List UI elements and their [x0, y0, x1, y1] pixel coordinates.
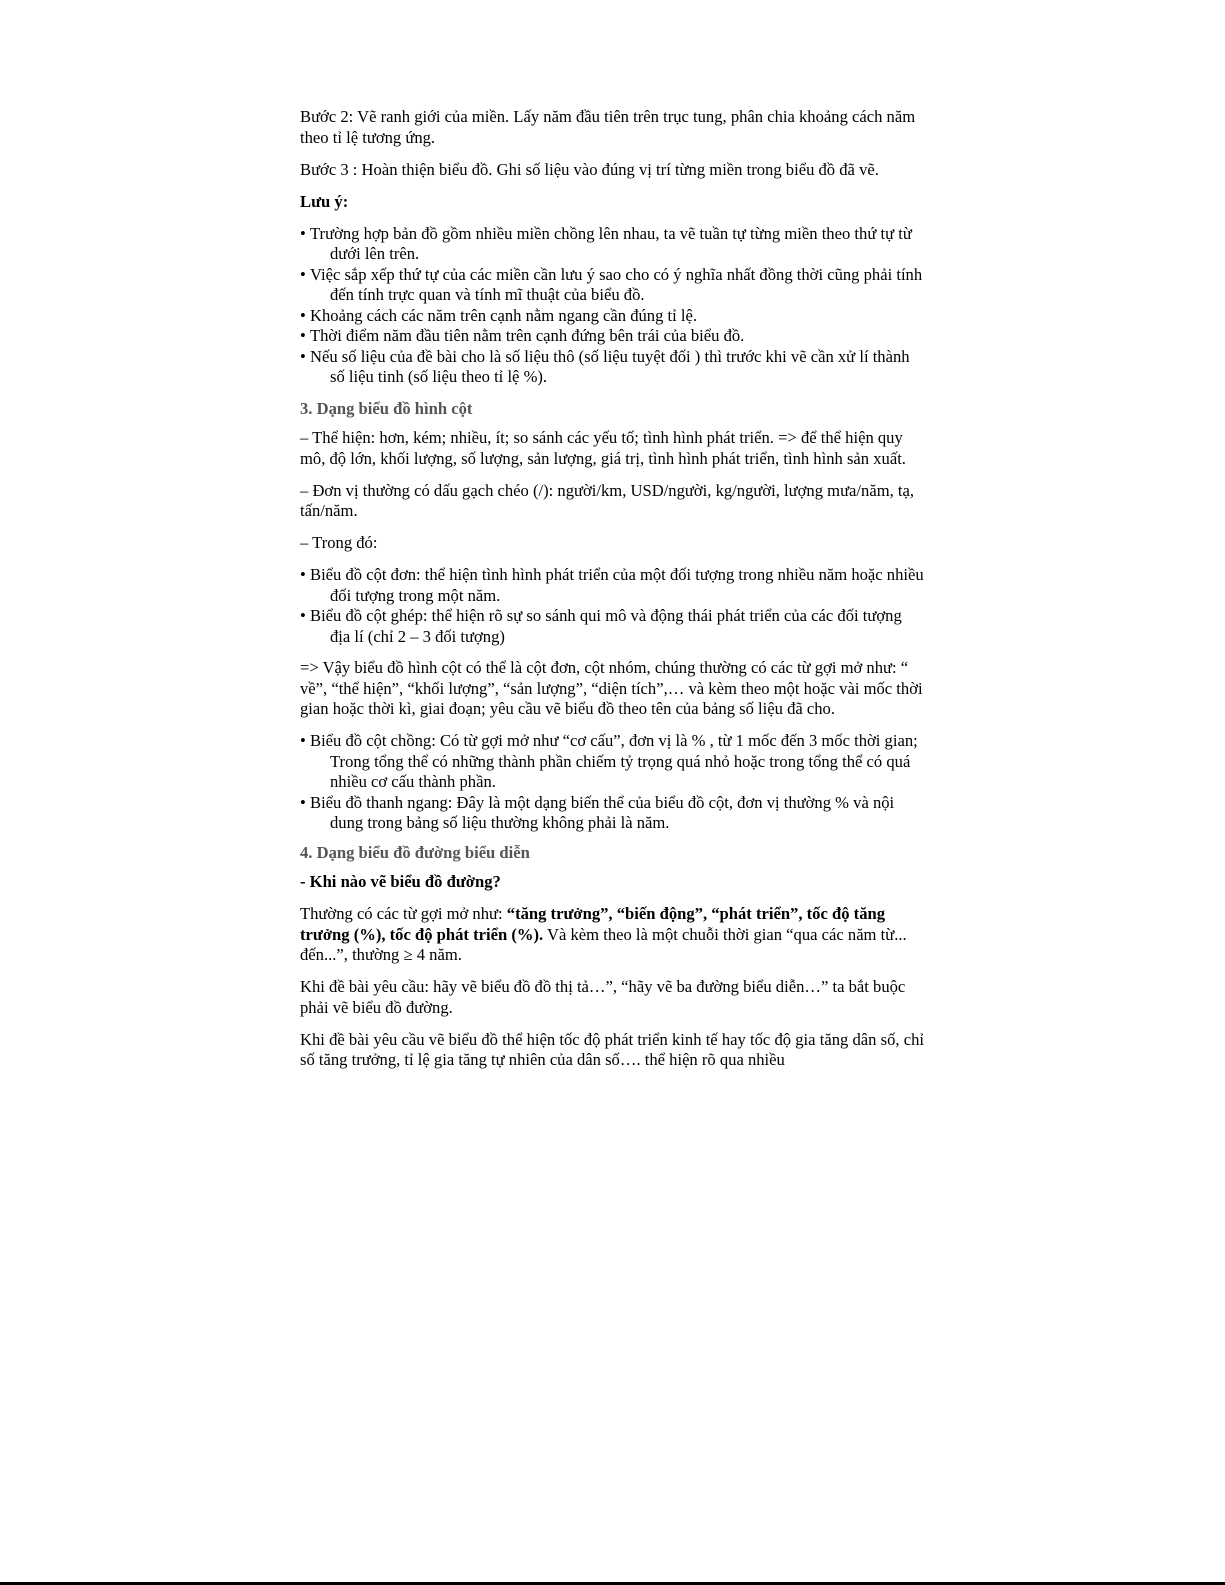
list-item: • Biểu đồ thanh ngang: Đây là một dạng biến thể của biểu đồ cột, đơn vị thường % và nội dung trong bảng số liệu thường không phải là năm.: [300, 792, 895, 832]
section-4-paragraph-2: Khi đề bài yêu cầu: hãy vẽ biểu đồ đồ thị tả…”, “hãy vẽ ba đường biểu diễn…” ta bắt buộc phải vẽ biểu đồ đường.: [300, 977, 906, 1017]
section-4-heading: 4. Dạng biểu đồ đường biểu diễn: [300, 842, 530, 862]
list-item: • Trường hợp bản đồ gồm nhiều miền chồng lên nhau, ta vẽ tuần tự từng miền theo thứ tự từ dưới lên trên.: [300, 223, 912, 263]
section-4-paragraph-3: Khi đề bài yêu cầu vẽ biểu đồ thể hiện tốc độ phát triển kinh tế hay tốc độ gia tăng dân số, chỉ số tăng trưởng, tỉ lệ gia tăng tự nhiên của dân số…. thể hiện rõ qua nhiều: [300, 1029, 924, 1069]
list-item: • Biểu đồ cột ghép: thể hiện rõ sự so sánh qui mô và động thái phát triển của các đối tượng địa lí (chỉ 2 – 3 đối tượng): [300, 606, 902, 646]
list-item: • Việc sắp xếp thứ tự của các miền cần lưu ý sao cho có ý nghĩa nhất đồng thời cũng phải tính đến tính trực quan và tính mĩ thuật của biểu đồ.: [300, 264, 923, 304]
section-3-paragraph: – Thể hiện: hơn, kém; nhiều, ít; so sánh các yếu tố; tình hình phát triển. => để thể hiện quy mô, độ lớn, khối lượng, số lượng, sản lượng, giá trị, tình hình phát triển, tình hình sản xuất.: [300, 428, 906, 468]
list-item: • Biểu đồ cột chồng: Có từ gợi mở như “cơ cấu”, đơn vị là % , từ 1 mốc đến 3 mốc thời gian; Trong tổng thể có những thành phần chiếm tỷ trọng quá nhỏ hoặc trong tổng thể có quá nhiều cơ cấu thành phần.: [300, 731, 918, 791]
notes-list: [300, 224, 924, 388]
list-item: • Nếu số liệu của đề bài cho là số liệu thô (số liệu tuyệt đối ) thì trước khi vẽ cần xử lí thành số liệu tinh (số liệu theo tỉ lệ %).: [300, 346, 910, 386]
document-page: [300, 107, 924, 1082]
section-4-keywords-paragraph: Thường có các từ gợi mở như: “tăng trưởng”, “biến động”, “phát triển”, tốc độ tăng trưởng (%), tốc độ phát triển (%). Và kèm theo là một chuỗi thời gian “qua các năm từ... đến...”, thường ≥ 4 năm.: [300, 904, 907, 964]
section-3-heading: 3. Dạng biểu đồ hình cột: [300, 398, 473, 418]
stacked-chart-types-list: [300, 731, 924, 834]
section-4-subheading: - Khi nào vẽ biểu đồ đường?: [300, 872, 501, 891]
list-item: • Khoảng cách các năm trên cạnh nằm ngang cần đúng tỉ lệ.: [300, 305, 698, 325]
section-3-conclusion: => Vậy biểu đồ hình cột có thể là cột đơn, cột nhóm, chúng thường có các từ gợi mở như: “ về”, “thể hiện”, “khối lượng”, “sản lượng”, “diện tích”,… và kèm theo một hoặc vài mốc thời gian hoặc thời kì, giai đoạn; yêu cầu vẽ biểu đồ theo tên của bảng số liệu đã cho.: [300, 658, 923, 718]
note-title: Lưu ý:: [300, 191, 349, 211]
list-item: • Thời điểm năm đầu tiên nằm trên cạnh đứng bên trái của biểu đồ.: [300, 326, 745, 345]
step-2-text: Bước 2: Vẽ ranh giới của miền. Lấy năm đầu tiên trên trục tung, phân chia khoảng cách năm theo tỉ lệ tương ứng.: [300, 107, 916, 147]
section-3-intro: – Trong đó:: [300, 533, 378, 552]
column-chart-types-list: [300, 565, 924, 647]
step-3-text: Bước 3 : Hoàn thiện biểu đồ. Ghi số liệu vào đúng vị trí từng miền trong biểu đồ đã vẽ.: [300, 159, 879, 179]
section-3-units-paragraph: – Đơn vị thường có dấu gạch chéo (/): người/km, USD/người, kg/người, lượng mưa/năm, tạ, tấn/năm.: [300, 480, 915, 520]
list-item: • Biểu đồ cột đơn: thể hiện tình hình phát triển của một đối tượng trong nhiều năm hoặc nhiều đối tượng trong một năm.: [300, 565, 924, 605]
